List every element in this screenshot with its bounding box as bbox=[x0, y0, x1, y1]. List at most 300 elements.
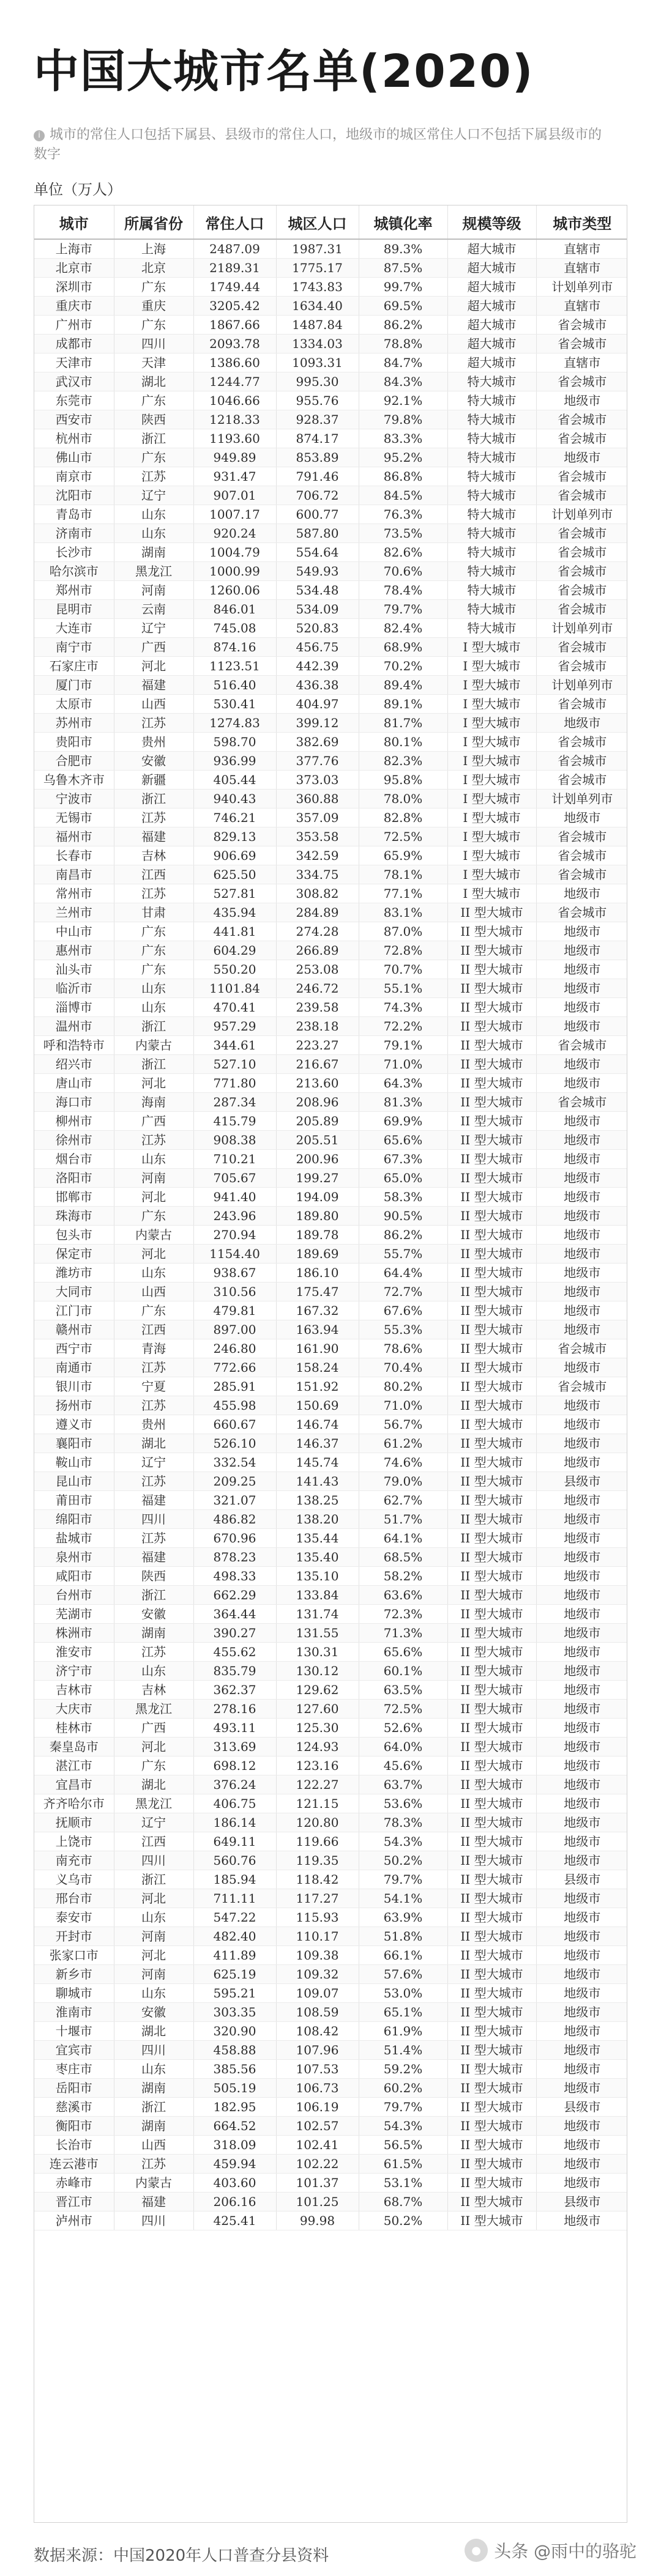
cell-urbanization: 79.1% bbox=[359, 1036, 447, 1055]
cell-urban-pop: 163.94 bbox=[276, 1320, 359, 1339]
table-row bbox=[34, 1377, 627, 1396]
cell-scale: 特大城市 bbox=[447, 429, 536, 448]
cell-province: 安徽 bbox=[114, 752, 193, 771]
cell-scale: 特大城市 bbox=[447, 391, 536, 410]
cell-city: 新乡市 bbox=[34, 1965, 114, 1984]
cell-urban-pop: 138.20 bbox=[276, 1510, 359, 1529]
cell-province: 广东 bbox=[114, 316, 193, 335]
cell-resident-pop: 1260.06 bbox=[193, 581, 276, 600]
cell-type: 地级市 bbox=[536, 2174, 627, 2193]
cell-scale: I 型大城市 bbox=[447, 884, 536, 903]
table-row bbox=[34, 790, 627, 809]
cell-resident-pop: 318.09 bbox=[193, 2136, 276, 2155]
cell-type: 直辖市 bbox=[536, 353, 627, 372]
cell-resident-pop: 385.56 bbox=[193, 2060, 276, 2079]
cell-scale: II 型大城市 bbox=[447, 1358, 536, 1377]
cell-resident-pop: 547.22 bbox=[193, 1908, 276, 1927]
cell-urban-pop: 1487.84 bbox=[276, 316, 359, 335]
cell-urban-pop: 205.89 bbox=[276, 1112, 359, 1131]
cell-resident-pop: 835.79 bbox=[193, 1662, 276, 1681]
cell-type: 地级市 bbox=[536, 1150, 627, 1169]
cell-city: 遵义市 bbox=[34, 1415, 114, 1434]
cell-urban-pop: 158.24 bbox=[276, 1358, 359, 1377]
cell-type: 县级市 bbox=[536, 2193, 627, 2211]
cell-scale: II 型大城市 bbox=[447, 2060, 536, 2079]
cell-city: 福州市 bbox=[34, 827, 114, 846]
cell-type: 地级市 bbox=[536, 2003, 627, 2022]
cell-city: 长沙市 bbox=[34, 543, 114, 562]
cell-urbanization: 55.3% bbox=[359, 1320, 447, 1339]
table-row bbox=[34, 1775, 627, 1794]
table-row bbox=[34, 2174, 627, 2193]
cell-urbanization: 78.8% bbox=[359, 335, 447, 353]
cell-type: 地级市 bbox=[536, 2117, 627, 2136]
cell-type: 地级市 bbox=[536, 1794, 627, 1813]
table-row bbox=[34, 1150, 627, 1169]
cell-urban-pop: 131.55 bbox=[276, 1624, 359, 1643]
cell-urban-pop: 123.16 bbox=[276, 1756, 359, 1775]
cell-province: 浙江 bbox=[114, 2098, 193, 2117]
cell-province: 江苏 bbox=[114, 1396, 193, 1415]
cell-scale: II 型大城市 bbox=[447, 903, 536, 922]
cell-scale: 超大城市 bbox=[447, 353, 536, 372]
cell-scale: II 型大城市 bbox=[447, 1510, 536, 1529]
cell-city: 泸州市 bbox=[34, 2211, 114, 2230]
table-row bbox=[34, 1851, 627, 1870]
cell-type: 地级市 bbox=[536, 1946, 627, 1965]
cell-province: 广东 bbox=[114, 960, 193, 979]
cell-resident-pop: 710.21 bbox=[193, 1150, 276, 1169]
cell-city: 厦门市 bbox=[34, 676, 114, 695]
cell-city: 上饶市 bbox=[34, 1832, 114, 1851]
cell-urbanization: 51.7% bbox=[359, 1510, 447, 1529]
cell-type: 省会城市 bbox=[536, 543, 627, 562]
cell-province: 江苏 bbox=[114, 1643, 193, 1662]
cell-urban-pop: 274.28 bbox=[276, 922, 359, 941]
cell-urban-pop: 145.74 bbox=[276, 1453, 359, 1472]
cell-type: 省会城市 bbox=[536, 638, 627, 657]
cell-urban-pop: 189.69 bbox=[276, 1245, 359, 1264]
cell-scale: II 型大城市 bbox=[447, 1681, 536, 1700]
cell-city: 太原市 bbox=[34, 695, 114, 714]
cell-resident-pop: 376.24 bbox=[193, 1775, 276, 1794]
cell-urbanization: 58.3% bbox=[359, 1188, 447, 1207]
cell-type: 地级市 bbox=[536, 2136, 627, 2155]
cell-scale: II 型大城市 bbox=[447, 1965, 536, 1984]
cell-province: 辽宁 bbox=[114, 1453, 193, 1472]
cell-scale: 超大城市 bbox=[447, 316, 536, 335]
cell-city: 西安市 bbox=[34, 410, 114, 429]
cell-urbanization: 65.6% bbox=[359, 1643, 447, 1662]
cell-resident-pop: 2093.78 bbox=[193, 335, 276, 353]
cell-resident-pop: 406.75 bbox=[193, 1794, 276, 1813]
table-row bbox=[34, 1927, 627, 1946]
cell-city: 盐城市 bbox=[34, 1529, 114, 1548]
cell-urbanization: 86.8% bbox=[359, 467, 447, 486]
cell-province: 江苏 bbox=[114, 1472, 193, 1491]
table-row bbox=[34, 1207, 627, 1226]
cell-urban-pop: 108.42 bbox=[276, 2022, 359, 2041]
cell-province: 湖北 bbox=[114, 1434, 193, 1453]
cell-province: 江苏 bbox=[114, 809, 193, 827]
cell-scale: I 型大城市 bbox=[447, 638, 536, 657]
table-row bbox=[34, 448, 627, 467]
cell-type: 地级市 bbox=[536, 2211, 627, 2230]
cell-urbanization: 87.5% bbox=[359, 259, 447, 278]
cell-scale: II 型大城市 bbox=[447, 1226, 536, 1245]
cell-province: 宁夏 bbox=[114, 1377, 193, 1396]
cell-scale: II 型大城市 bbox=[447, 1775, 536, 1794]
cell-urban-pop: 213.60 bbox=[276, 1074, 359, 1093]
cell-urban-pop: 124.93 bbox=[276, 1738, 359, 1756]
cell-scale: II 型大城市 bbox=[447, 1662, 536, 1681]
cell-urban-pop: 216.67 bbox=[276, 1055, 359, 1074]
cell-city: 芜湖市 bbox=[34, 1605, 114, 1624]
table-row bbox=[34, 2041, 627, 2060]
cell-scale: 特大城市 bbox=[447, 505, 536, 524]
cell-scale: II 型大城市 bbox=[447, 1282, 536, 1301]
cell-city: 莆田市 bbox=[34, 1491, 114, 1510]
table-row bbox=[34, 1282, 627, 1301]
cell-urban-pop: 135.44 bbox=[276, 1529, 359, 1548]
cell-urbanization: 54.3% bbox=[359, 2117, 447, 2136]
table-row bbox=[34, 429, 627, 448]
cell-scale: II 型大城市 bbox=[447, 960, 536, 979]
cell-urbanization: 71.3% bbox=[359, 1624, 447, 1643]
table-row bbox=[34, 1738, 627, 1756]
cell-province: 广东 bbox=[114, 941, 193, 960]
cell-resident-pop: 470.41 bbox=[193, 998, 276, 1017]
cell-type: 地级市 bbox=[536, 1643, 627, 1662]
cell-province: 河北 bbox=[114, 1946, 193, 1965]
cell-city: 贵阳市 bbox=[34, 733, 114, 752]
table-row bbox=[34, 1339, 627, 1358]
table-row bbox=[34, 1965, 627, 1984]
cell-province: 广东 bbox=[114, 448, 193, 467]
cell-type: 地级市 bbox=[536, 1207, 627, 1226]
table-row bbox=[34, 979, 627, 998]
table-row bbox=[34, 391, 627, 410]
cell-city: 宜宾市 bbox=[34, 2041, 114, 2060]
cell-city: 吉林市 bbox=[34, 1681, 114, 1700]
cell-province: 江苏 bbox=[114, 1131, 193, 1150]
cell-scale: 特大城市 bbox=[447, 524, 536, 543]
cell-type: 地级市 bbox=[536, 714, 627, 733]
cell-scale: II 型大城市 bbox=[447, 979, 536, 998]
cell-urban-pop: 706.72 bbox=[276, 486, 359, 505]
cell-resident-pop: 415.79 bbox=[193, 1112, 276, 1131]
table-row bbox=[34, 676, 627, 695]
cell-urban-pop: 399.12 bbox=[276, 714, 359, 733]
cell-urbanization: 53.0% bbox=[359, 1984, 447, 2003]
col-header-resident-pop: 常住人口 bbox=[193, 205, 276, 239]
cell-resident-pop: 897.00 bbox=[193, 1320, 276, 1339]
cell-scale: II 型大城市 bbox=[447, 1320, 536, 1339]
cell-urban-pop: 135.40 bbox=[276, 1548, 359, 1567]
cell-resident-pop: 2189.31 bbox=[193, 259, 276, 278]
cell-city: 重庆市 bbox=[34, 297, 114, 316]
cell-type: 省会城市 bbox=[536, 316, 627, 335]
table-row bbox=[34, 714, 627, 733]
cell-type: 省会城市 bbox=[536, 1377, 627, 1396]
cell-resident-pop: 403.60 bbox=[193, 2174, 276, 2193]
cell-urbanization: 64.3% bbox=[359, 1074, 447, 1093]
cell-urbanization: 63.6% bbox=[359, 1586, 447, 1605]
cell-urban-pop: 130.12 bbox=[276, 1662, 359, 1681]
cell-type: 省会城市 bbox=[536, 562, 627, 581]
table-row bbox=[34, 1643, 627, 1662]
cell-type: 直辖市 bbox=[536, 259, 627, 278]
cell-city: 海口市 bbox=[34, 1093, 114, 1112]
cell-city: 南宁市 bbox=[34, 638, 114, 657]
cell-province: 山东 bbox=[114, 1984, 193, 2003]
cell-province: 湖南 bbox=[114, 2117, 193, 2136]
cell-province: 福建 bbox=[114, 1491, 193, 1510]
cell-resident-pop: 949.89 bbox=[193, 448, 276, 467]
cell-scale: I 型大城市 bbox=[447, 752, 536, 771]
cell-province: 云南 bbox=[114, 600, 193, 619]
cell-urban-pop: 360.88 bbox=[276, 790, 359, 809]
cell-resident-pop: 527.81 bbox=[193, 884, 276, 903]
cell-resident-pop: 771.80 bbox=[193, 1074, 276, 1093]
cell-urban-pop: 928.37 bbox=[276, 410, 359, 429]
cell-city: 抚顺市 bbox=[34, 1813, 114, 1832]
col-header-urbanization: 城镇化率 bbox=[359, 205, 447, 239]
cell-city: 沈阳市 bbox=[34, 486, 114, 505]
cell-resident-pop: 711.11 bbox=[193, 1889, 276, 1908]
cell-city: 昆山市 bbox=[34, 1472, 114, 1491]
cell-resident-pop: 364.44 bbox=[193, 1605, 276, 1624]
cell-scale: II 型大城市 bbox=[447, 1150, 536, 1169]
table-row bbox=[34, 1320, 627, 1339]
cell-province: 四川 bbox=[114, 2041, 193, 2060]
cell-urbanization: 78.3% bbox=[359, 1813, 447, 1832]
cell-urbanization: 72.8% bbox=[359, 941, 447, 960]
page-title: 中国大城市名单(2020) bbox=[34, 45, 534, 98]
cell-type: 地级市 bbox=[536, 448, 627, 467]
cell-province: 河北 bbox=[114, 1245, 193, 1264]
cell-urbanization: 84.3% bbox=[359, 372, 447, 391]
cell-city: 哈尔滨市 bbox=[34, 562, 114, 581]
cell-scale: 超大城市 bbox=[447, 297, 536, 316]
cell-province: 山东 bbox=[114, 998, 193, 1017]
cell-province: 辽宁 bbox=[114, 619, 193, 638]
cell-type: 地级市 bbox=[536, 1965, 627, 1984]
cell-scale: II 型大城市 bbox=[447, 1377, 536, 1396]
cell-type: 地级市 bbox=[536, 1131, 627, 1150]
cell-resident-pop: 941.40 bbox=[193, 1188, 276, 1207]
table-row bbox=[34, 1567, 627, 1586]
table-row bbox=[34, 1984, 627, 2003]
cell-province: 山东 bbox=[114, 1150, 193, 1169]
cell-urbanization: 50.2% bbox=[359, 2211, 447, 2230]
cell-resident-pop: 320.90 bbox=[193, 2022, 276, 2041]
table-row bbox=[34, 1756, 627, 1775]
cell-scale: I 型大城市 bbox=[447, 733, 536, 752]
cell-type: 计划单列市 bbox=[536, 619, 627, 638]
cell-urbanization: 89.4% bbox=[359, 676, 447, 695]
table-row bbox=[34, 1510, 627, 1529]
cell-type: 地级市 bbox=[536, 1548, 627, 1567]
cell-province: 安徽 bbox=[114, 1605, 193, 1624]
cell-type: 县级市 bbox=[536, 2098, 627, 2117]
cell-type: 直辖市 bbox=[536, 239, 627, 259]
table-header-row bbox=[34, 205, 627, 239]
cell-urban-pop: 373.03 bbox=[276, 771, 359, 790]
cell-scale: II 型大城市 bbox=[447, 1169, 536, 1188]
cell-resident-pop: 772.66 bbox=[193, 1358, 276, 1377]
cell-urbanization: 55.1% bbox=[359, 979, 447, 998]
table-row bbox=[34, 1245, 627, 1264]
cell-type: 计划单列市 bbox=[536, 505, 627, 524]
cell-type: 地级市 bbox=[536, 1529, 627, 1548]
cell-type: 地级市 bbox=[536, 2060, 627, 2079]
cell-province: 山西 bbox=[114, 2136, 193, 2155]
table-row bbox=[34, 1055, 627, 1074]
cell-urbanization: 72.7% bbox=[359, 1282, 447, 1301]
cell-scale: II 型大城市 bbox=[447, 1188, 536, 1207]
table-body bbox=[34, 239, 627, 2230]
table-row bbox=[34, 1700, 627, 1719]
cell-urbanization: 62.7% bbox=[359, 1491, 447, 1510]
cell-urbanization: 89.1% bbox=[359, 695, 447, 714]
cell-resident-pop: 390.27 bbox=[193, 1624, 276, 1643]
cell-scale: I 型大城市 bbox=[447, 827, 536, 846]
cell-type: 省会城市 bbox=[536, 752, 627, 771]
cell-city: 潍坊市 bbox=[34, 1264, 114, 1282]
cell-city: 长治市 bbox=[34, 2136, 114, 2155]
cell-urban-pop: 791.46 bbox=[276, 467, 359, 486]
cell-city: 桂林市 bbox=[34, 1719, 114, 1738]
cell-city: 常州市 bbox=[34, 884, 114, 903]
cell-urban-pop: 151.92 bbox=[276, 1377, 359, 1396]
cell-urbanization: 65.9% bbox=[359, 846, 447, 865]
cell-type: 省会城市 bbox=[536, 410, 627, 429]
table-row bbox=[34, 1529, 627, 1548]
cell-province: 山东 bbox=[114, 505, 193, 524]
cell-city: 襄阳市 bbox=[34, 1434, 114, 1453]
cell-city: 唐山市 bbox=[34, 1074, 114, 1093]
cell-type: 省会城市 bbox=[536, 771, 627, 790]
cell-scale: II 型大城市 bbox=[447, 1719, 536, 1738]
cell-urban-pop: 130.31 bbox=[276, 1643, 359, 1662]
table-row bbox=[34, 2193, 627, 2211]
cell-resident-pop: 604.29 bbox=[193, 941, 276, 960]
cell-urbanization: 77.1% bbox=[359, 884, 447, 903]
cell-scale: II 型大城市 bbox=[447, 1453, 536, 1472]
cell-scale: II 型大城市 bbox=[447, 1548, 536, 1567]
cell-urbanization: 66.1% bbox=[359, 1946, 447, 1965]
cell-province: 黑龙江 bbox=[114, 1700, 193, 1719]
table-row bbox=[34, 771, 627, 790]
cell-province: 四川 bbox=[114, 1510, 193, 1529]
table-row bbox=[34, 335, 627, 353]
cell-scale: II 型大城市 bbox=[447, 1036, 536, 1055]
cell-resident-pop: 455.98 bbox=[193, 1396, 276, 1415]
watermark-text: 头条 @雨中的骆驼 bbox=[494, 2541, 637, 2561]
cell-urbanization: 70.7% bbox=[359, 960, 447, 979]
table-row bbox=[34, 524, 627, 543]
cell-urbanization: 74.3% bbox=[359, 998, 447, 1017]
cell-resident-pop: 493.11 bbox=[193, 1719, 276, 1738]
cell-scale: 特大城市 bbox=[447, 486, 536, 505]
cell-type: 地级市 bbox=[536, 960, 627, 979]
cell-province: 浙江 bbox=[114, 790, 193, 809]
cell-province: 福建 bbox=[114, 1548, 193, 1567]
cell-city: 合肥市 bbox=[34, 752, 114, 771]
cell-urban-pop: 382.69 bbox=[276, 733, 359, 752]
cell-scale: II 型大城市 bbox=[447, 1984, 536, 2003]
cell-scale: I 型大城市 bbox=[447, 771, 536, 790]
cell-type: 地级市 bbox=[536, 922, 627, 941]
cell-resident-pop: 486.82 bbox=[193, 1510, 276, 1529]
cell-province: 贵州 bbox=[114, 733, 193, 752]
cell-province: 江苏 bbox=[114, 884, 193, 903]
table-row bbox=[34, 638, 627, 657]
cell-type: 地级市 bbox=[536, 1491, 627, 1510]
cell-urban-pop: 1743.83 bbox=[276, 278, 359, 297]
cell-resident-pop: 516.40 bbox=[193, 676, 276, 695]
cell-city: 宁波市 bbox=[34, 790, 114, 809]
cell-type: 计划单列市 bbox=[536, 790, 627, 809]
cell-urban-pop: 874.17 bbox=[276, 429, 359, 448]
table-row bbox=[34, 1036, 627, 1055]
cell-resident-pop: 670.96 bbox=[193, 1529, 276, 1548]
cell-city: 连云港市 bbox=[34, 2155, 114, 2174]
table-row bbox=[34, 1889, 627, 1908]
cell-resident-pop: 303.35 bbox=[193, 2003, 276, 2022]
cell-scale: I 型大城市 bbox=[447, 695, 536, 714]
cell-province: 河南 bbox=[114, 581, 193, 600]
cell-scale: II 型大城市 bbox=[447, 1567, 536, 1586]
cell-urbanization: 78.6% bbox=[359, 1339, 447, 1358]
cell-resident-pop: 441.81 bbox=[193, 922, 276, 941]
cell-province: 浙江 bbox=[114, 1586, 193, 1605]
cell-urban-pop: 353.58 bbox=[276, 827, 359, 846]
cell-scale: II 型大城市 bbox=[447, 1472, 536, 1491]
cell-type: 省会城市 bbox=[536, 827, 627, 846]
cell-city: 鞍山市 bbox=[34, 1453, 114, 1472]
table-row bbox=[34, 1434, 627, 1453]
cell-resident-pop: 938.67 bbox=[193, 1264, 276, 1282]
cell-city: 惠州市 bbox=[34, 941, 114, 960]
cell-scale: 特大城市 bbox=[447, 562, 536, 581]
cell-province: 内蒙古 bbox=[114, 2174, 193, 2193]
cell-province: 河南 bbox=[114, 1169, 193, 1188]
cell-scale: 特大城市 bbox=[447, 372, 536, 391]
cell-province: 湖北 bbox=[114, 372, 193, 391]
cell-type: 地级市 bbox=[536, 2155, 627, 2174]
cell-type: 直辖市 bbox=[536, 297, 627, 316]
cell-scale: II 型大城市 bbox=[447, 1832, 536, 1851]
cell-resident-pop: 907.01 bbox=[193, 486, 276, 505]
cell-province: 上海 bbox=[114, 239, 193, 259]
cell-urbanization: 86.2% bbox=[359, 1226, 447, 1245]
cell-province: 陕西 bbox=[114, 1567, 193, 1586]
cell-resident-pop: 705.67 bbox=[193, 1169, 276, 1188]
cell-city: 义乌市 bbox=[34, 1870, 114, 1889]
cell-scale: II 型大城市 bbox=[447, 1415, 536, 1434]
cell-type: 地级市 bbox=[536, 2041, 627, 2060]
cell-urbanization: 87.0% bbox=[359, 922, 447, 941]
cell-province: 浙江 bbox=[114, 1017, 193, 1036]
cell-type: 省会城市 bbox=[536, 903, 627, 922]
cell-urban-pop: 534.48 bbox=[276, 581, 359, 600]
cell-urbanization: 95.8% bbox=[359, 771, 447, 790]
cell-type: 地级市 bbox=[536, 1719, 627, 1738]
cell-province: 湖北 bbox=[114, 1775, 193, 1794]
cell-urban-pop: 239.58 bbox=[276, 998, 359, 1017]
